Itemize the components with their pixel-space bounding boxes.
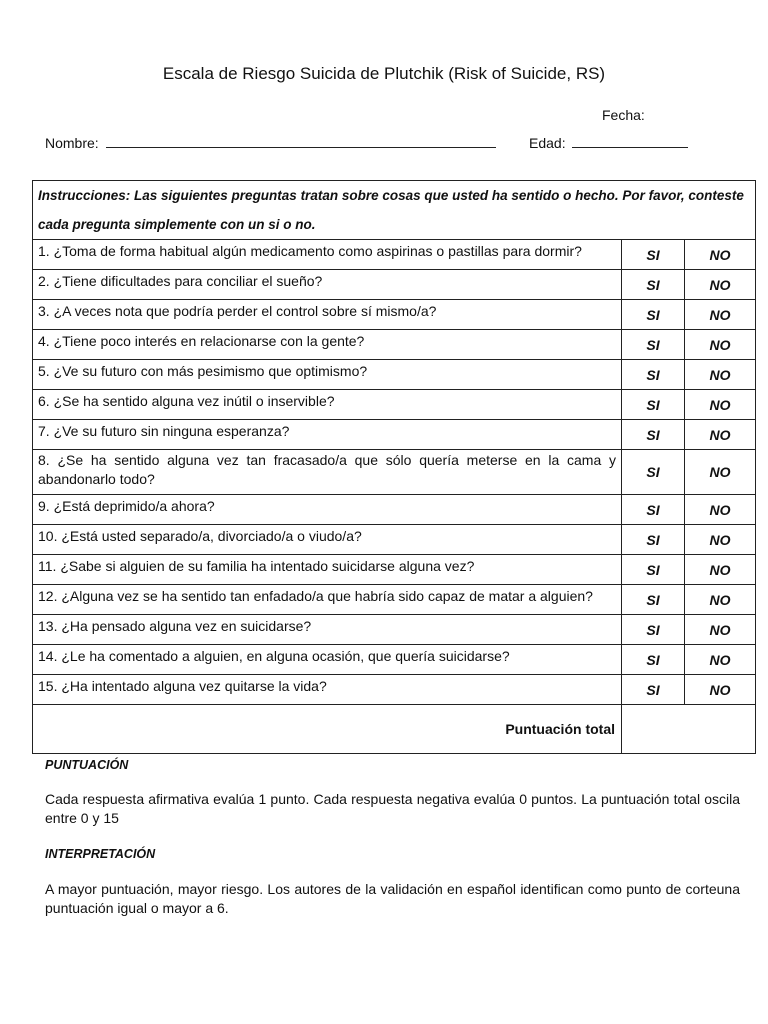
question-text: 15. ¿Ha intentado alguna vez quitarse la vida? bbox=[33, 675, 622, 705]
question-row bbox=[33, 675, 756, 705]
question-row bbox=[33, 240, 756, 270]
edad-underline[interactable] bbox=[572, 137, 688, 148]
question-row bbox=[33, 360, 756, 390]
question-text: 14. ¿Le ha comentado a alguien, en alguna ocasión, que quería suicidarse? bbox=[33, 645, 622, 675]
total-score-cell[interactable] bbox=[622, 705, 756, 754]
question-row bbox=[33, 495, 756, 525]
question-text: 10. ¿Está usted separado/a, divorciado/a o viudo/a? bbox=[33, 525, 622, 555]
question-text: 12. ¿Alguna vez se ha sentido tan enfadado/a que habría sido capaz de matar a alguien? bbox=[33, 585, 622, 615]
nombre-underline[interactable] bbox=[106, 137, 496, 148]
answer-si[interactable]: SI bbox=[622, 585, 685, 615]
answer-no[interactable]: NO bbox=[685, 645, 756, 675]
question-row bbox=[33, 300, 756, 330]
answer-no[interactable]: NO bbox=[685, 450, 756, 495]
answer-si[interactable]: SI bbox=[622, 240, 685, 270]
puntuacion-text: Cada respuesta afirmativa evalúa 1 punto. Cada respuesta negativa evalúa 0 puntos. La puntuación total oscila entre 0 y 15 bbox=[45, 791, 740, 826]
question-text: 2. ¿Tiene dificultades para conciliar el sueño? bbox=[33, 270, 622, 300]
answer-si[interactable]: SI bbox=[622, 615, 685, 645]
page-title: Escala de Riesgo Suicida de Plutchik (Risk of Suicide, RS) bbox=[162, 64, 606, 83]
question-text: 7. ¿Ve su futuro sin ninguna esperanza? bbox=[33, 420, 622, 450]
edad-label: Edad: bbox=[529, 135, 566, 151]
question-text: 9. ¿Está deprimido/a ahora? bbox=[33, 495, 622, 525]
question-row bbox=[33, 390, 756, 420]
question-text: 13. ¿Ha pensado alguna vez en suicidarse? bbox=[33, 615, 622, 645]
answer-si[interactable]: SI bbox=[622, 390, 685, 420]
instructions-row bbox=[33, 181, 756, 240]
answer-no[interactable]: NO bbox=[685, 495, 756, 525]
answer-no[interactable]: NO bbox=[685, 525, 756, 555]
puntuacion-heading: PUNTUACIÓN bbox=[45, 758, 129, 772]
answer-si[interactable]: SI bbox=[622, 420, 685, 450]
question-text: 6. ¿Se ha sentido alguna vez inútil o inservible? bbox=[33, 390, 622, 420]
answer-no[interactable]: NO bbox=[685, 555, 756, 585]
question-text: 5. ¿Ve su futuro con más pesimismo que optimismo? bbox=[33, 360, 622, 390]
answer-si[interactable]: SI bbox=[622, 525, 685, 555]
questions-body bbox=[33, 240, 756, 705]
fecha-label: Fecha: bbox=[602, 107, 645, 123]
answer-si[interactable]: SI bbox=[622, 360, 685, 390]
interpretacion-heading: INTERPRETACIÓN bbox=[45, 847, 156, 861]
answer-no[interactable]: NO bbox=[685, 240, 756, 270]
total-label: Puntuación total bbox=[33, 705, 622, 754]
instructions: Instrucciones: Las siguientes preguntas tratan sobre cosas que usted ha sentido o hecho. Por favor, conteste cada pregunta simplemente con un si o no. bbox=[33, 181, 756, 240]
nombre-field[interactable] bbox=[45, 135, 496, 151]
question-row bbox=[33, 420, 756, 450]
answer-si[interactable]: SI bbox=[622, 645, 685, 675]
answer-si[interactable]: SI bbox=[622, 555, 685, 585]
question-row bbox=[33, 270, 756, 300]
answer-no[interactable]: NO bbox=[685, 420, 756, 450]
answer-no[interactable]: NO bbox=[685, 615, 756, 645]
question-row bbox=[33, 330, 756, 360]
questionnaire-table bbox=[32, 180, 756, 754]
answer-no[interactable]: NO bbox=[685, 330, 756, 360]
answer-si[interactable]: SI bbox=[622, 270, 685, 300]
question-text: 1. ¿Toma de forma habitual algún medicamento como aspirinas o pastillas para dormir? bbox=[33, 240, 622, 270]
answer-no[interactable]: NO bbox=[685, 585, 756, 615]
edad-field[interactable] bbox=[529, 135, 688, 151]
question-row bbox=[33, 585, 756, 615]
interpretacion-text: A mayor puntuación, mayor riesgo. Los autores de la validación en español identifican como punto de corteuna puntuación igual o mayor a 6. bbox=[45, 881, 740, 916]
question-text: 8. ¿Se ha sentido alguna vez tan fracasado/a que sólo quería meterse en la cama y abandonarlo todo? bbox=[33, 450, 622, 495]
answer-no[interactable]: NO bbox=[685, 300, 756, 330]
question-row bbox=[33, 555, 756, 585]
question-text: 3. ¿A veces nota que podría perder el control sobre sí mismo/a? bbox=[33, 300, 622, 330]
nombre-label: Nombre: bbox=[45, 135, 99, 151]
question-row bbox=[33, 645, 756, 675]
question-text: 4. ¿Tiene poco interés en relacionarse con la gente? bbox=[33, 330, 622, 360]
total-row bbox=[33, 705, 756, 754]
answer-no[interactable]: NO bbox=[685, 270, 756, 300]
answer-si[interactable]: SI bbox=[622, 330, 685, 360]
question-text: 11. ¿Sabe si alguien de su familia ha intentado suicidarse alguna vez? bbox=[33, 555, 622, 585]
question-row bbox=[33, 450, 756, 495]
answer-si[interactable]: SI bbox=[622, 495, 685, 525]
question-row bbox=[33, 525, 756, 555]
answer-si[interactable]: SI bbox=[622, 450, 685, 495]
answer-si[interactable]: SI bbox=[622, 300, 685, 330]
question-row bbox=[33, 615, 756, 645]
answer-no[interactable]: NO bbox=[685, 360, 756, 390]
answer-si[interactable]: SI bbox=[622, 675, 685, 705]
answer-no[interactable]: NO bbox=[685, 675, 756, 705]
answer-no[interactable]: NO bbox=[685, 390, 756, 420]
